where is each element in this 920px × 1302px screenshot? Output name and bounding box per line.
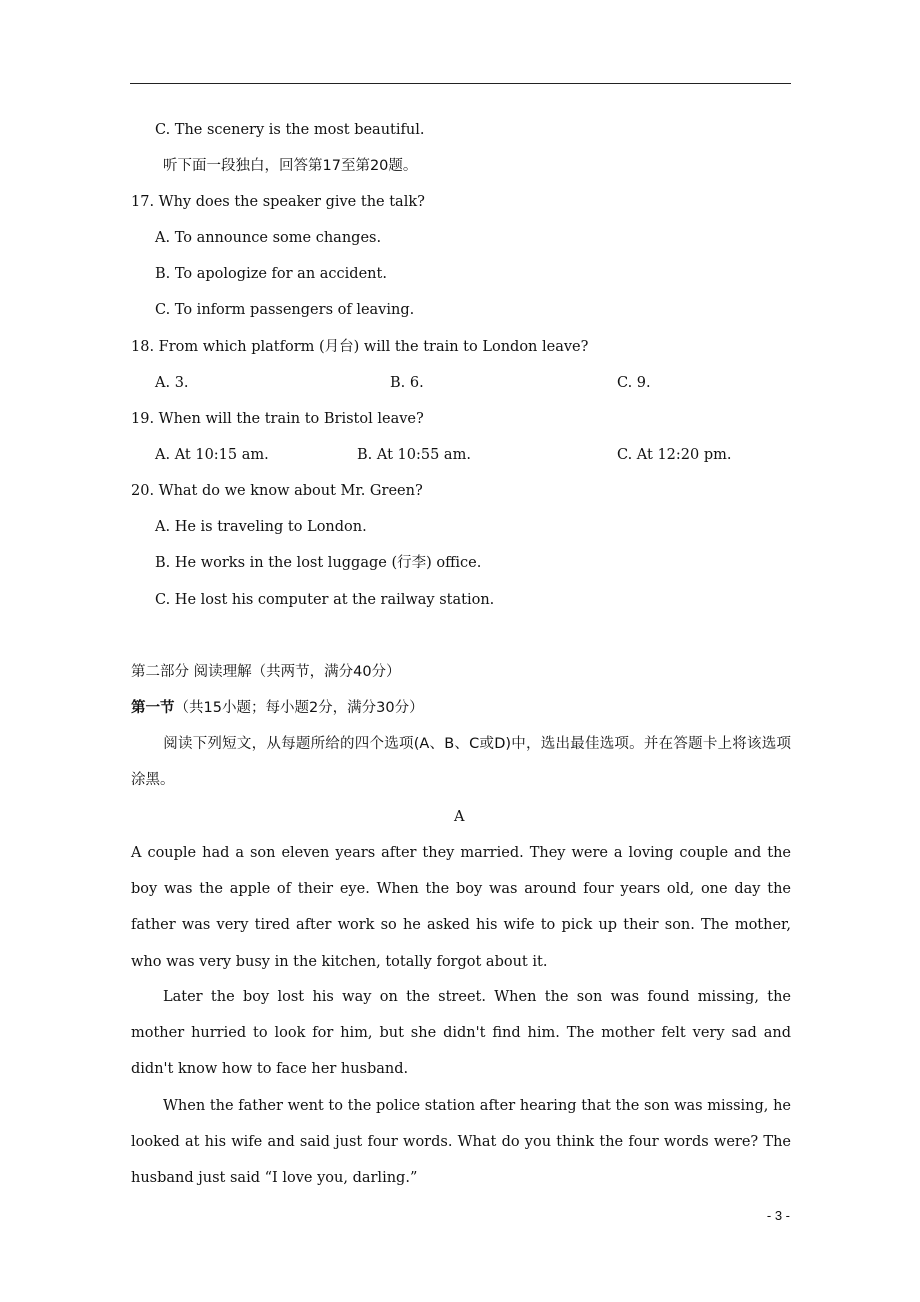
q17-option-c: C. To inform passengers of leaving. [155, 302, 415, 318]
section-one-label: 第一节 [131, 700, 175, 716]
q18-stem: 18. From which platform (月台) will the train to London leave? [131, 339, 589, 355]
q19-option-c: C. At 12:20 pm. [617, 447, 732, 463]
page-number: - 3 - [766, 1208, 790, 1223]
header-rule [130, 83, 791, 84]
reading-instruction: 阅读下列短文，从每题所给的四个选项(A、B、C或D)中，选出最佳选项。并在答题卡上将该选项涂黑。 [131, 736, 791, 789]
q20-option-c: C. He lost his computer at the railway station. [155, 592, 495, 608]
part-two-title: 第二部分 阅读理解（共两节，满分40分） [131, 664, 401, 680]
q18-option-b: B. 6. [390, 375, 424, 391]
passage-label: A [454, 809, 465, 825]
q20-option-a: A. He is traveling to London. [155, 519, 367, 535]
q20-option-b: B. He works in the lost luggage (行李) office. [155, 555, 482, 571]
q19-option-b: B. At 10:55 am. [357, 447, 471, 463]
q20-stem: 20. What do we know about Mr. Green? [131, 483, 423, 499]
q17-option-b: B. To apologize for an accident. [155, 266, 387, 282]
q17-option-a: A. To announce some changes. [155, 230, 382, 246]
passage-paragraph-3: When the father went to the police station after hearing that the son was missing, he looked at his wife and said just four words. What do you think the four words were? The husband just said “I love you, darling.” [131, 1098, 791, 1187]
section-one-heading [131, 698, 424, 718]
q19-stem: 19. When will the train to Bristol leave? [131, 411, 424, 427]
passage-paragraph-1: A couple had a son eleven years after they married. They were a loving couple and the boy was the apple of their eye. When the boy was around four years old, one day the father was very tired after work so he asked his wife to pick up their son. The mother, who was very busy in the kitchen, totally forgot about it. [131, 845, 791, 970]
passage-paragraph-2: Later the boy lost his way on the street. When the son was found missing, the mother hurried to look for him, but she didn't find him. The mother felt very sad and didn't know how to face her husband. [131, 989, 791, 1078]
q18-option-a: A. 3. [155, 375, 189, 391]
q17-stem: 17. Why does the speaker give the talk? [131, 194, 425, 210]
q16-option-c: C. The scenery is the most beautiful. [155, 122, 425, 138]
monologue-instruction: 听下面一段独白，回答第17至第20题。 [163, 158, 418, 174]
q18-option-c: C. 9. [617, 375, 651, 391]
q19-option-a: A. At 10:15 am. [155, 447, 269, 463]
section-one-scoring: （共15小题；每小题2分，满分30分） [174, 700, 424, 716]
